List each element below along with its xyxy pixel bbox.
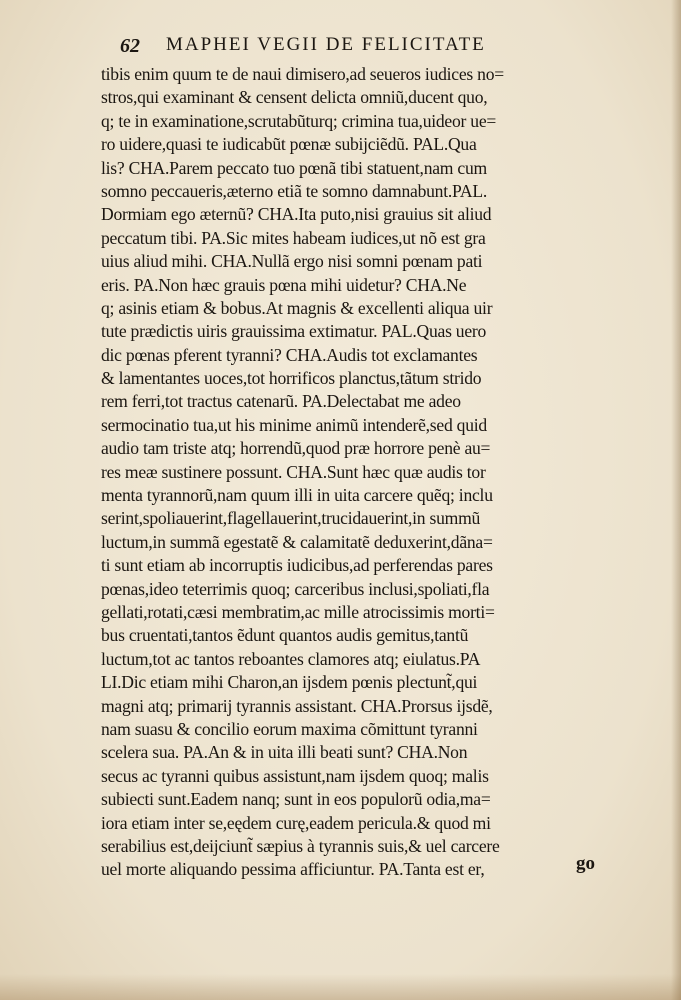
text-line: lis? CHA.Parem peccato tuo pœnã tibi statuent,nam cum <box>101 157 487 178</box>
running-title: MAPHEI VEGII DE FELICITATE <box>166 34 486 55</box>
text-line: menta tyrannorũ,nam quum illi in uita carcere quẽq; inclu <box>101 485 493 506</box>
text-line: res meæ sustinere possunt. CHA.Sunt hæc quæ audis tor <box>101 461 486 482</box>
text-line: peccatum tibi. PA.Sic mites habeam iudices,ut nõ est gra <box>101 227 486 248</box>
text-line: pœnas,ideo teterrimis quoq; carceribus inclusi,spoliati,fla <box>101 578 490 599</box>
text-line: ti sunt etiam ab incorruptis iudicibus,ad perferendas pares <box>101 555 493 576</box>
text-line: sermocinatio tua,ut his minime animũ intenderẽ,sed quid <box>101 414 487 435</box>
text-line: scelera sua. PA.An & in uita illi beati sunt? CHA.Non <box>101 742 468 763</box>
text-line: & lamentantes uoces,tot horrificos planctus,tãtum strido <box>101 368 482 389</box>
body-text <box>101 63 591 882</box>
text-line: audio tam triste atq; horrendũ,quod præ horrore penè au= <box>101 438 491 459</box>
text-line: iora etiam inter se,eędem curę,eadem pericula.& quod mi <box>101 812 491 833</box>
text-line: luctum,tot ac tantos reboantes clamores atq; eiulatus.PA <box>101 648 481 669</box>
text-line: tibis enim quum te de naui dimisero,ad seueros iudices no= <box>101 64 504 84</box>
text-line: secus ac tyranni quibus assistunt,nam ijsdem quoq; malis <box>101 765 489 786</box>
text-line: uel morte aliquando pessima afficiuntur. PA.Tanta est er, <box>101 859 485 880</box>
text-line: serabilius est,deijciunt̃ sæpius à tyrannis suis,& uel carcere <box>101 835 500 856</box>
text-line: tute prædictis uiris grauissima extimatur. PAL.Quas uero <box>101 321 487 342</box>
text-line: gellati,rotati,cæsi membratim,ac mille atrocissimis morti= <box>101 601 495 622</box>
page-number: 62 <box>120 35 140 57</box>
text-line: magni atq; primarij tyrannis assistant. CHA.Prorsus ijsdẽ, <box>101 695 493 716</box>
text-line: ro uidere,quasi te iudicabũt pœnæ subijciẽdũ. PAL.Qua <box>101 134 477 155</box>
text-line: somno peccaueris,æterno etiã te somno damnabunt.PAL. <box>101 180 488 201</box>
text-line: stros,qui examinant & censent delicta omniũ,ducent quo, <box>101 87 488 108</box>
page-bottom-shadow <box>0 974 681 1000</box>
running-head <box>100 31 590 61</box>
text-line: nam suasu & concilio eorum maxima cõmittunt tyranni <box>101 718 478 739</box>
text-line: luctum,in summã egestatẽ & calamitatẽ deduxerint,dãna= <box>101 531 493 552</box>
text-line: eris. PA.Non hæc grauis pœna mihi uidetur? CHA.Ne <box>101 274 467 295</box>
text-line: uius aliud mihi. CHA.Nullã ergo nisi somni pœnam pati <box>101 251 483 272</box>
text-line: LI.Dic etiam mihi Charon,an ijsdem pœnis plectunt̃,qui <box>101 672 478 693</box>
text-line: bus cruentati,tantos ẽdunt quantos audis gemitus,tantũ <box>101 625 469 646</box>
text-line: subiecti sunt.Eadem nanq; sunt in eos populorũ odia,ma= <box>101 789 491 810</box>
text-line: dic pœnas pferent tyranni? CHA.Audis tot exclamantes <box>101 344 478 365</box>
text-line: q; asinis etiam & bobus.At magnis & excellenti aliqua uir <box>101 297 493 318</box>
text-line: serint,spoliauerint,flagellauerint,trucidauerint,in summũ <box>101 508 481 529</box>
catchword: go <box>576 853 595 874</box>
text-line: rem ferri,tot tractus catenarũ. PA.Delectabat me adeo <box>101 391 461 412</box>
text-line: q; te in examinatione,scrutabũturq; crimina tua,uideor ue= <box>101 110 497 131</box>
page-edge-shadow <box>671 0 681 1000</box>
text-line: Dormiam ego æternũ? CHA.Ita puto,nisi grauius sit aliud <box>101 204 492 225</box>
